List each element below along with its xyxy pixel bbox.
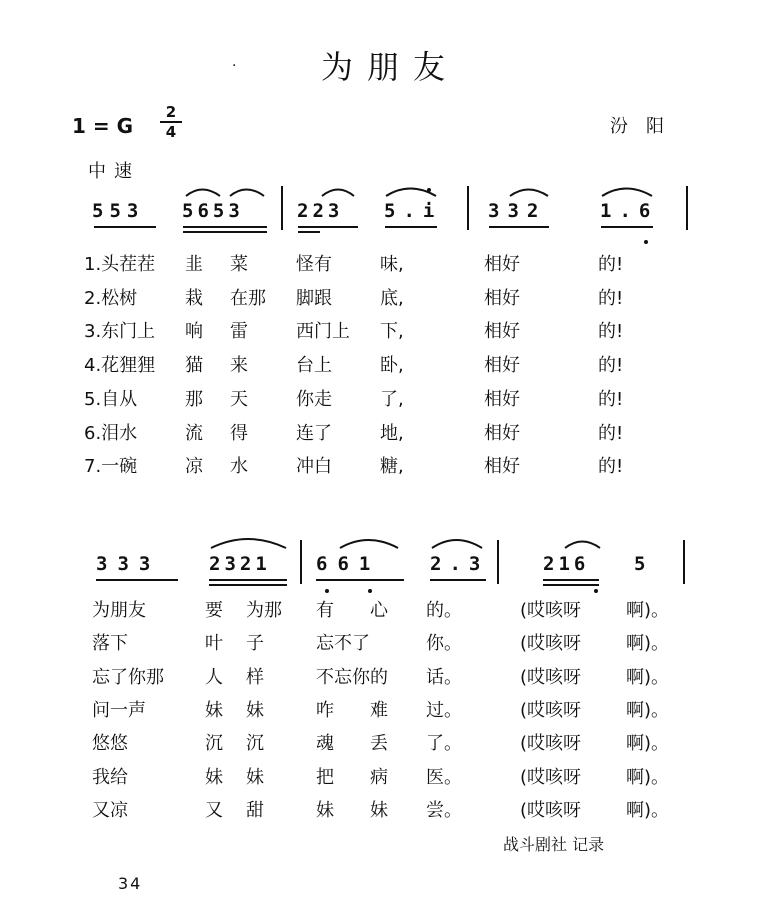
verse-lyric: 沉 xyxy=(205,733,223,754)
verse-lyric: 相好 xyxy=(484,355,520,376)
verse-lyric: 在那 xyxy=(230,288,266,309)
octave-dot xyxy=(644,240,648,244)
octave-dot xyxy=(368,589,372,593)
verse-lyric: 悠悠 xyxy=(92,733,128,754)
verse-lyric: 又 xyxy=(205,800,223,821)
verse-lyric: 忘不了 xyxy=(316,633,370,654)
verse-lyric: 啊)。 xyxy=(626,600,670,621)
verse-lyric: 过。 xyxy=(426,700,462,721)
verse-lyric: 韭 xyxy=(185,254,203,275)
verse-lyric: 妹 xyxy=(205,700,223,721)
verse-lyric: 为朋友 xyxy=(92,600,146,621)
verse-lyric: 我给 xyxy=(92,767,128,788)
verse-lyric: 话。 xyxy=(426,667,462,688)
verse-lyric: 7.一碗 xyxy=(84,456,138,477)
verse-lyric: 心 xyxy=(370,600,388,621)
verse-lyric: 难 xyxy=(370,700,388,721)
verse-lyric: (哎咳呀 xyxy=(520,767,582,788)
verse-lyric: 你走 xyxy=(296,389,332,410)
verse-lyric: 凉 xyxy=(185,456,203,477)
verse-lyric: 甜 xyxy=(246,800,264,821)
verse-lyric: 味, xyxy=(380,254,404,275)
verse-lyric: 菜 xyxy=(230,254,248,275)
verse-lyric: 啊)。 xyxy=(626,733,670,754)
verse-lyric: 妹 xyxy=(370,800,388,821)
verse-lyric: 咋 xyxy=(316,700,334,721)
verse-lyric: 把 xyxy=(316,767,334,788)
verse-lyric: 相好 xyxy=(484,423,520,444)
verse-lyric: 底, xyxy=(380,288,404,309)
verse-lyric: 妹 xyxy=(246,767,264,788)
note-group: 5653 xyxy=(182,200,244,222)
verse-lyric: 的! xyxy=(598,321,624,342)
slur-mark xyxy=(230,190,264,197)
verse-lyric: 那 xyxy=(185,389,203,410)
verse-lyric: 连了 xyxy=(296,423,332,444)
octave-dot xyxy=(427,188,431,192)
verse-lyric: 天 xyxy=(230,389,248,410)
verse-lyric: (哎咳呀 xyxy=(520,733,582,754)
print-speck: · xyxy=(232,58,237,74)
verse-lyric: 尝。 xyxy=(426,800,462,821)
verse-lyric: 3.东门上 xyxy=(84,321,156,342)
verse-lyric: 的! xyxy=(598,355,624,376)
verse-lyric: (哎咳呀 xyxy=(520,700,582,721)
verse-lyric: 问一声 xyxy=(92,700,146,721)
beat-underline xyxy=(209,579,287,581)
verse-lyric: (哎咳呀 xyxy=(520,667,582,688)
verse-lyric: 的! xyxy=(598,254,624,275)
beat-underline xyxy=(430,579,486,581)
song-source: 汾阳 xyxy=(610,116,682,137)
note-group: 333 xyxy=(96,553,161,575)
beat-underline xyxy=(543,584,599,586)
beat-underline xyxy=(298,231,320,233)
verse-lyric: 2.松树 xyxy=(84,288,138,309)
verse-lyric: 相好 xyxy=(484,288,520,309)
verse-lyric: 为那 xyxy=(246,600,282,621)
beat-underline xyxy=(385,226,437,228)
verse-lyric: 啊)。 xyxy=(626,700,670,721)
barline xyxy=(467,186,469,230)
note-group: 553 xyxy=(92,200,145,222)
beat-underline xyxy=(601,226,653,228)
verse-lyric: 的。 xyxy=(426,600,462,621)
verse-lyric: 台上 xyxy=(296,355,332,376)
beat-underline xyxy=(183,226,267,228)
verse-lyric: 叶 xyxy=(205,633,223,654)
slur-mark xyxy=(386,189,436,197)
page-number: 34 xyxy=(118,874,143,893)
note-group: 223 xyxy=(297,200,344,222)
verse-lyric: 啊)。 xyxy=(626,767,670,788)
verse-lyric: 雷 xyxy=(230,321,248,342)
verse-lyric: 脚跟 xyxy=(296,288,332,309)
verse-lyric: 子 xyxy=(246,633,264,654)
verse-lyric: 人 xyxy=(205,667,223,688)
verse-lyric: 要 xyxy=(205,600,223,621)
slur-mark xyxy=(510,190,548,197)
note-group: 1.6 xyxy=(600,200,659,222)
verse-lyric: 忘了你那 xyxy=(92,667,164,688)
note-group: 5 xyxy=(634,553,646,575)
beat-underline xyxy=(94,226,156,228)
page-title: 为朋友 xyxy=(320,48,459,86)
verse-lyric: (哎咳呀 xyxy=(520,800,582,821)
verse-lyric: 样 xyxy=(246,667,264,688)
octave-dot xyxy=(325,589,329,593)
octave-dot xyxy=(594,589,598,593)
slur-mark xyxy=(322,190,354,197)
verse-lyric: 啊)。 xyxy=(626,667,670,688)
verse-lyric: (哎咳呀 xyxy=(520,600,582,621)
note-group: 332 xyxy=(488,200,547,222)
note-group: 2.3 xyxy=(430,553,489,575)
time-signature xyxy=(160,104,182,140)
verse-lyric: 丢 xyxy=(370,733,388,754)
verse-lyric: 又凉 xyxy=(92,800,128,821)
verse-lyric: 的! xyxy=(598,456,624,477)
verse-lyric: 沉 xyxy=(246,733,264,754)
verse-lyric: 1.头茬茬 xyxy=(84,254,156,275)
verse-lyric: 你。 xyxy=(426,633,462,654)
verse-lyric: 4.花狸狸 xyxy=(84,355,156,376)
beat-underline xyxy=(298,226,358,228)
verse-lyric: 的! xyxy=(598,389,624,410)
verse-lyric: 得 xyxy=(230,423,248,444)
verse-lyric: 来 xyxy=(230,355,248,376)
verse-lyric: (哎咳呀 xyxy=(520,633,582,654)
verse-lyric: 栽 xyxy=(185,288,203,309)
verse-lyric: 水 xyxy=(230,456,248,477)
verse-lyric: 猫 xyxy=(185,355,203,376)
verse-lyric: 病 xyxy=(370,767,388,788)
key-signature: 1 = G xyxy=(72,114,134,138)
beat-underline xyxy=(316,579,404,581)
verse-lyric: 相好 xyxy=(484,389,520,410)
verse-lyric: 啊)。 xyxy=(626,800,670,821)
verse-lyric: 6.泪水 xyxy=(84,423,138,444)
verse-lyric: 下, xyxy=(380,321,404,342)
verse-lyric: 妹 xyxy=(205,767,223,788)
transcription-credit: 战斗剧社 记录 xyxy=(503,835,605,854)
verse-lyric: 糖, xyxy=(380,456,404,477)
tempo-marking: 中速 xyxy=(88,161,140,182)
slur-mark xyxy=(565,542,600,549)
verse-lyric: 怪有 xyxy=(296,254,332,275)
verse-lyric: 相好 xyxy=(484,321,520,342)
barline xyxy=(281,186,283,230)
verse-lyric: 妹 xyxy=(316,800,334,821)
slur-mark xyxy=(211,539,286,548)
verse-lyric: 落下 xyxy=(92,633,128,654)
verse-lyric: 冲白 xyxy=(296,456,332,477)
verse-lyric: 魂 xyxy=(316,733,334,754)
verse-lyric: 响 xyxy=(185,321,203,342)
barline xyxy=(686,186,688,230)
note-group: 2321 xyxy=(209,553,271,575)
slur-mark xyxy=(340,540,398,548)
beat-underline xyxy=(183,231,267,233)
barline xyxy=(497,540,499,584)
note-group: 216 xyxy=(543,553,590,575)
beat-underline xyxy=(543,579,599,581)
slur-mark xyxy=(602,189,652,197)
verse-lyric: 有 xyxy=(316,600,334,621)
note-group: 5.i xyxy=(384,200,443,222)
beat-underline xyxy=(209,584,287,586)
verse-lyric: 相好 xyxy=(484,456,520,477)
verse-lyric: 5.自从 xyxy=(84,389,138,410)
time-signature-bottom: 4 xyxy=(165,123,177,141)
verse-lyric: 了。 xyxy=(426,733,462,754)
verse-lyric: 西门上 xyxy=(296,321,350,342)
verse-lyric: 啊)。 xyxy=(626,633,670,654)
verse-lyric: 地, xyxy=(380,423,404,444)
verse-lyric: 流 xyxy=(185,423,203,444)
verse-lyric: 卧, xyxy=(380,355,404,376)
verse-lyric: 的! xyxy=(598,288,624,309)
beat-underline xyxy=(96,579,178,581)
verse-lyric: 了, xyxy=(380,389,404,410)
verse-lyric: 医。 xyxy=(426,767,462,788)
verse-lyric: 相好 xyxy=(484,254,520,275)
verse-lyric: 的! xyxy=(598,423,624,444)
verse-lyric: 不忘你的 xyxy=(316,667,388,688)
barline xyxy=(300,540,302,584)
time-signature-top: 2 xyxy=(165,103,177,121)
barline xyxy=(683,540,685,584)
slur-mark xyxy=(186,190,220,197)
beat-underline xyxy=(489,226,549,228)
verse-lyric: 妹 xyxy=(246,700,264,721)
slur-mark xyxy=(432,540,482,548)
note-group: 661 xyxy=(316,553,381,575)
